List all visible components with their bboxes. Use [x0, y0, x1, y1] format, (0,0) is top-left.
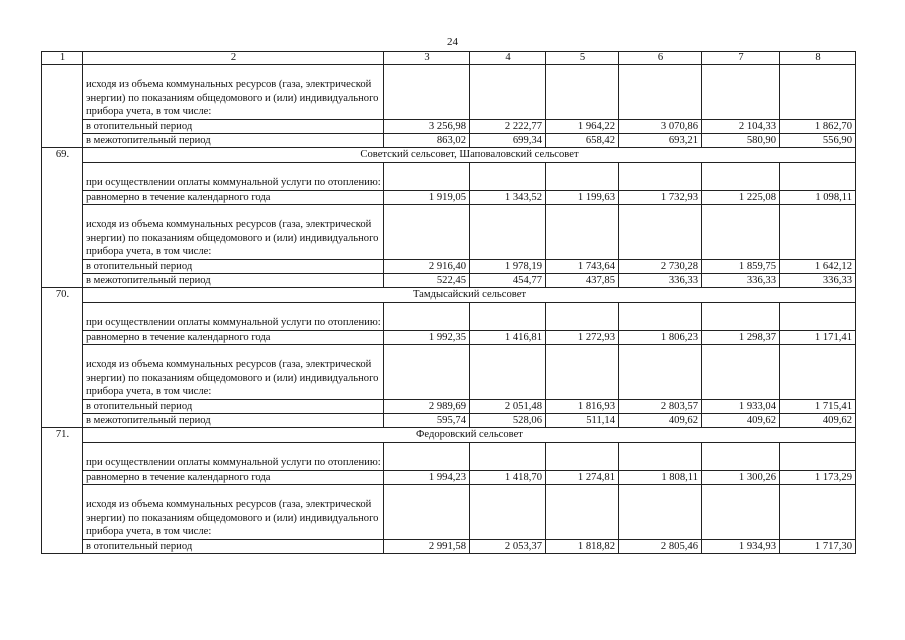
- empty-cell: [702, 302, 780, 330]
- value-cell: 528,06: [470, 414, 546, 428]
- value-cell: 1 934,93: [702, 539, 780, 553]
- header-row: [42, 52, 856, 65]
- table-row: [42, 414, 856, 428]
- empty-cell: [780, 485, 856, 540]
- table-row: [42, 399, 856, 413]
- empty-cell: [702, 345, 780, 400]
- value-cell: 1 919,05: [384, 190, 470, 204]
- table-body: [42, 52, 856, 554]
- table-row: [42, 330, 856, 344]
- value-cell: 409,62: [702, 414, 780, 428]
- empty-cell: [780, 345, 856, 400]
- value-cell: 1 964,22: [546, 119, 619, 133]
- column-header: 1: [42, 52, 83, 65]
- empty-cell: [780, 442, 856, 470]
- value-cell: 1 272,93: [546, 330, 619, 344]
- description-cell: при осуществлении оплаты коммунальной услуги по отоплению:: [83, 162, 384, 190]
- description-cell: исходя из объема коммунальных ресурсов (газа, электрической энергии) по показаниям общедомового и (или) индивидуального прибора учета, в том числе:: [83, 485, 384, 540]
- section-title: Тамдысайский сельсовет: [83, 288, 856, 302]
- row-label: в межотопительный период: [83, 134, 384, 148]
- value-cell: 1 416,81: [470, 330, 546, 344]
- row-label: равномерно в течение календарного года: [83, 470, 384, 484]
- value-cell: 556,90: [780, 134, 856, 148]
- column-header: 7: [702, 52, 780, 65]
- row-label: в отопительный период: [83, 259, 384, 273]
- column-header: 5: [546, 52, 619, 65]
- table-row: [42, 274, 856, 288]
- empty-cell: [702, 485, 780, 540]
- table-row: [42, 134, 856, 148]
- row-label: в отопительный период: [83, 539, 384, 553]
- value-cell: 658,42: [546, 134, 619, 148]
- section-row: [42, 428, 856, 442]
- table-row: [42, 119, 856, 133]
- empty-cell: [619, 65, 702, 120]
- description-cell: исходя из объема коммунальных ресурсов (газа, электрической энергии) по показаниям общедомового и (или) индивидуального прибора учета, в том числе:: [83, 345, 384, 400]
- empty-cell: [546, 442, 619, 470]
- empty-cell: [470, 162, 546, 190]
- value-cell: 1 816,93: [546, 399, 619, 413]
- value-cell: 1 806,23: [619, 330, 702, 344]
- empty-cell: [470, 485, 546, 540]
- empty-cell: [384, 205, 470, 260]
- value-cell: 2 805,46: [619, 539, 702, 553]
- value-cell: 2 916,40: [384, 259, 470, 273]
- value-cell: 1 992,35: [384, 330, 470, 344]
- section-row: [42, 148, 856, 162]
- table-row: [42, 190, 856, 204]
- description-cell: при осуществлении оплаты коммунальной услуги по отоплению:: [83, 442, 384, 470]
- value-cell: 454,77: [470, 274, 546, 288]
- value-cell: 336,33: [619, 274, 702, 288]
- empty-cell: [619, 162, 702, 190]
- description-cell: при осуществлении оплаты коммунальной услуги по отоплению:: [83, 302, 384, 330]
- table-row: [42, 259, 856, 273]
- value-cell: 2 053,37: [470, 539, 546, 553]
- row-label: в межотопительный период: [83, 414, 384, 428]
- column-header: 2: [83, 52, 384, 65]
- value-cell: 336,33: [702, 274, 780, 288]
- empty-cell: [702, 442, 780, 470]
- section-title: Советский сельсовет, Шаповаловский сельсовет: [83, 148, 856, 162]
- value-cell: 1 300,26: [702, 470, 780, 484]
- empty-cell: [384, 302, 470, 330]
- value-cell: 1 098,11: [780, 190, 856, 204]
- table-row: [42, 539, 856, 553]
- value-cell: 1 715,41: [780, 399, 856, 413]
- row-label: в отопительный период: [83, 399, 384, 413]
- empty-cell: [702, 205, 780, 260]
- empty-cell: [780, 302, 856, 330]
- table-row: [42, 470, 856, 484]
- value-cell: 1 859,75: [702, 259, 780, 273]
- empty-cell: [619, 442, 702, 470]
- description-row: [42, 302, 856, 330]
- row-label: равномерно в течение календарного года: [83, 190, 384, 204]
- value-cell: 580,90: [702, 134, 780, 148]
- value-cell: 1 933,04: [702, 399, 780, 413]
- value-cell: 1 994,23: [384, 470, 470, 484]
- value-cell: 2 730,28: [619, 259, 702, 273]
- empty-cell: [470, 442, 546, 470]
- value-cell: 595,74: [384, 414, 470, 428]
- value-cell: 1 171,41: [780, 330, 856, 344]
- empty-cell: [780, 205, 856, 260]
- value-cell: 1 343,52: [470, 190, 546, 204]
- row-label: в межотопительный период: [83, 274, 384, 288]
- value-cell: 3 070,86: [619, 119, 702, 133]
- empty-cell: [470, 65, 546, 120]
- column-header: 8: [780, 52, 856, 65]
- section-number: 70.: [42, 288, 83, 428]
- empty-cell: [702, 162, 780, 190]
- value-cell: 1 642,12: [780, 259, 856, 273]
- value-cell: 2 989,69: [384, 399, 470, 413]
- value-cell: 1 418,70: [470, 470, 546, 484]
- value-cell: 1 225,08: [702, 190, 780, 204]
- empty-cell: [384, 485, 470, 540]
- row-label: в отопительный период: [83, 119, 384, 133]
- section-row: [42, 288, 856, 302]
- section-number: 71.: [42, 428, 83, 554]
- empty-cell: [384, 65, 470, 120]
- description-row: [42, 65, 856, 120]
- row-label: равномерно в течение календарного года: [83, 330, 384, 344]
- empty-cell: [546, 65, 619, 120]
- value-cell: 437,85: [546, 274, 619, 288]
- description-cell: исходя из объема коммунальных ресурсов (газа, электрической энергии) по показаниям общедомового и (или) индивидуального прибора учета, в том числе:: [83, 65, 384, 120]
- section-number: 69.: [42, 148, 83, 288]
- page-number: 24: [447, 36, 458, 48]
- value-cell: 2 991,58: [384, 539, 470, 553]
- value-cell: 1 808,11: [619, 470, 702, 484]
- value-cell: 1 862,70: [780, 119, 856, 133]
- column-header: 4: [470, 52, 546, 65]
- empty-cell: [470, 302, 546, 330]
- empty-cell: [780, 65, 856, 120]
- empty-cell: [384, 162, 470, 190]
- column-header: 6: [619, 52, 702, 65]
- empty-cell: [546, 162, 619, 190]
- value-cell: 1 274,81: [546, 470, 619, 484]
- value-cell: 522,45: [384, 274, 470, 288]
- value-cell: 409,62: [780, 414, 856, 428]
- value-cell: 2 051,48: [470, 399, 546, 413]
- empty-cell: [546, 205, 619, 260]
- empty-cell: [384, 442, 470, 470]
- value-cell: 1 298,37: [702, 330, 780, 344]
- empty-cell: [780, 162, 856, 190]
- description-row: [42, 442, 856, 470]
- description-row: [42, 485, 856, 540]
- description-row: [42, 205, 856, 260]
- description-row: [42, 162, 856, 190]
- empty-cell: [470, 205, 546, 260]
- value-cell: 511,14: [546, 414, 619, 428]
- empty-cell: [619, 345, 702, 400]
- value-cell: 1 978,19: [470, 259, 546, 273]
- empty-cell: [619, 302, 702, 330]
- value-cell: 1 732,93: [619, 190, 702, 204]
- value-cell: 699,34: [470, 134, 546, 148]
- value-cell: 693,21: [619, 134, 702, 148]
- column-header: 3: [384, 52, 470, 65]
- tariff-table: [41, 51, 856, 554]
- value-cell: 2 104,33: [702, 119, 780, 133]
- description-cell: исходя из объема коммунальных ресурсов (газа, электрической энергии) по показаниям общедомового и (или) индивидуального прибора учета, в том числе:: [83, 205, 384, 260]
- value-cell: 1 717,30: [780, 539, 856, 553]
- empty-cell: [619, 205, 702, 260]
- value-cell: 1 818,82: [546, 539, 619, 553]
- value-cell: 1 173,29: [780, 470, 856, 484]
- empty-cell: [384, 345, 470, 400]
- empty-cell: [546, 345, 619, 400]
- value-cell: 1 199,63: [546, 190, 619, 204]
- empty-cell: [702, 65, 780, 120]
- value-cell: 2 803,57: [619, 399, 702, 413]
- number-cell: [42, 65, 83, 148]
- empty-cell: [619, 485, 702, 540]
- value-cell: 863,02: [384, 134, 470, 148]
- empty-cell: [546, 485, 619, 540]
- description-row: [42, 345, 856, 400]
- value-cell: 2 222,77: [470, 119, 546, 133]
- value-cell: 3 256,98: [384, 119, 470, 133]
- value-cell: 1 743,64: [546, 259, 619, 273]
- value-cell: 409,62: [619, 414, 702, 428]
- section-title: Федоровский сельсовет: [83, 428, 856, 442]
- empty-cell: [546, 302, 619, 330]
- value-cell: 336,33: [780, 274, 856, 288]
- empty-cell: [470, 345, 546, 400]
